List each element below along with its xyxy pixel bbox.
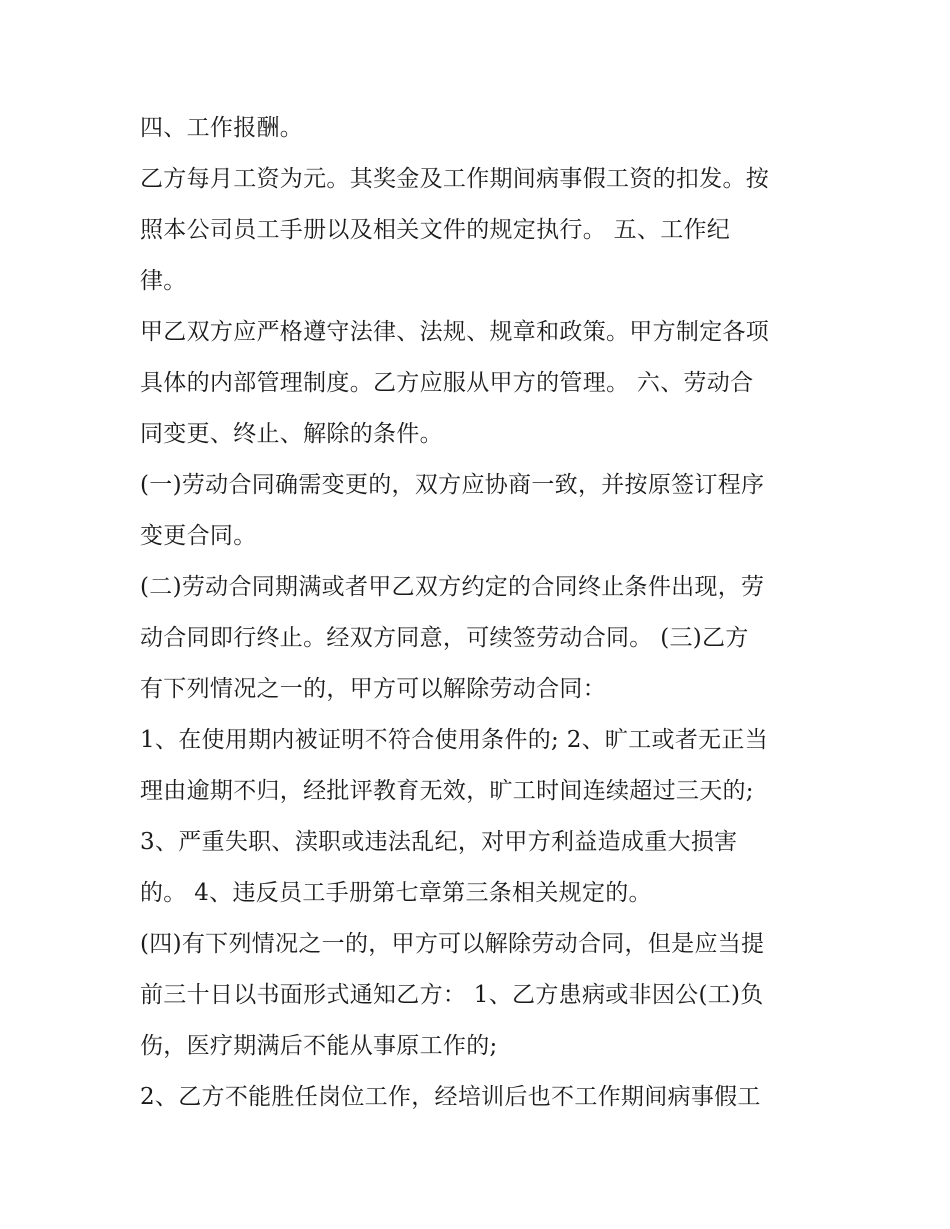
text-line: (四)有下列情况之一的，甲方可以解除劳动合同，但是应当提 — [140, 931, 765, 957]
text-line: 的。 4、违反员工手册第七章第三条相关规定的。 — [140, 880, 652, 906]
text-line: 同变更、终止、解除的条件。 — [140, 421, 443, 447]
text-line: 具体的内部管理制度。乙方应服从甲方的管理。 六、劳动合 — [140, 370, 754, 396]
text-line: 照本公司员工手册以及相关文件的规定执行。 五、工作纪 — [140, 217, 731, 243]
text-line: 变更合同。 — [140, 523, 257, 549]
text-line: 1、在使用期内被证明不符合使用条件的; 2、旷工或者无正当 — [140, 727, 769, 753]
text-line: 伤，医疗期满后不能从事原工作的; — [140, 1033, 498, 1059]
text-line: 动合同即行终止。经双方同意，可续签劳动合同。 (三)乙方 — [140, 625, 749, 651]
text-line: 理由逾期不归，经批评教育无效，旷工时间连续超过三天的; — [140, 778, 754, 804]
text-line: 四、工作报酬。 — [140, 115, 304, 141]
text-line: 有下列情况之一的，甲方可以解除劳动合同： — [140, 676, 606, 702]
text-line: 乙方每月工资为元。其奖金及工作期间病事假工资的扣发。按 — [140, 166, 770, 192]
document-body — [140, 103, 820, 1123]
text-line: 3、严重失职、渎职或违法乱纪，对甲方利益造成重大损害 — [140, 829, 738, 855]
text-line: 甲乙双方应严格遵守法律、法规、规章和政策。甲方制定各项 — [140, 319, 770, 345]
text-line: (一)劳动合同确需变更的，双方应协商一致，并按原签订程序 — [140, 472, 765, 498]
text-line: 律。 — [140, 268, 187, 294]
text-line: (二)劳动合同期满或者甲乙双方约定的合同终止条件出现，劳 — [140, 574, 765, 600]
text-line: 前三十日以书面形式通知乙方： 1、乙方患病或非因公(工)负 — [140, 982, 764, 1008]
text-line: 2、乙方不能胜任岗位工作，经培训后也不工作期间病事假工 — [140, 1084, 761, 1110]
